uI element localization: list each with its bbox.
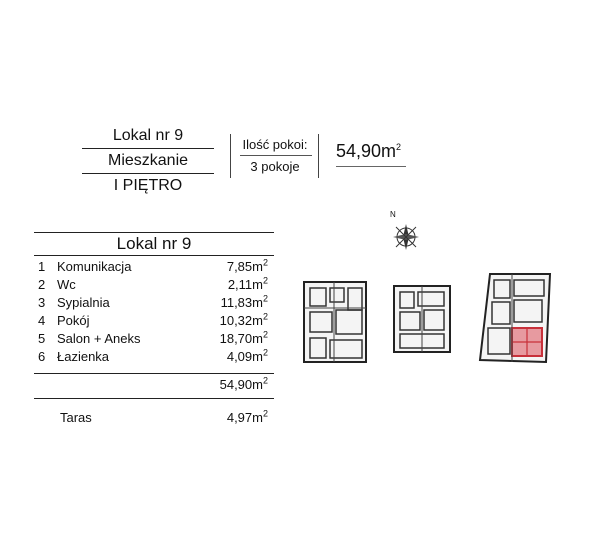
room-name: Wc xyxy=(57,277,76,292)
divider xyxy=(82,173,214,174)
room-number: 6 xyxy=(38,349,46,364)
total-area-value: 54,90m xyxy=(336,141,397,161)
floor-plan-building-1 xyxy=(300,280,372,364)
room-name: Salon + Aneks xyxy=(57,331,141,346)
divider xyxy=(240,155,312,156)
area-unit: 2 xyxy=(396,142,402,152)
room-name: Łazienka xyxy=(57,349,110,364)
floor-label: I PIĘTRO xyxy=(113,177,183,194)
room-row xyxy=(38,295,272,313)
divider xyxy=(82,148,214,149)
room-row xyxy=(38,259,272,277)
room-number: 2 xyxy=(38,277,46,292)
table-total-area: $54,90m^2$ xyxy=(219,375,268,392)
room-row xyxy=(38,349,272,367)
lokal-title: Lokal nr 9 xyxy=(112,127,184,144)
table-top-rule xyxy=(34,232,274,233)
terrace-area: $4,97m^2$ xyxy=(226,408,268,425)
apartment-type: Mieszkanie xyxy=(107,152,189,169)
rooms-count-value: 3 pokoje xyxy=(250,159,300,174)
room-name: Pokój xyxy=(57,313,90,328)
table-total-rule xyxy=(34,373,274,374)
separator xyxy=(230,134,231,178)
total-area-header xyxy=(336,141,401,162)
room-area: $4,09m^2$ xyxy=(226,347,268,364)
room-area: $7,85m^2$ xyxy=(226,257,268,274)
compass-icon xyxy=(384,210,430,260)
room-area: $2,11m^2$ xyxy=(227,275,268,292)
room-area: $11,83m^2$ xyxy=(220,293,268,310)
room-name: Sypialnia xyxy=(57,295,110,310)
compass xyxy=(384,210,430,260)
room-number: 5 xyxy=(38,331,46,346)
terrace-label: Taras xyxy=(60,410,92,425)
table-title: Lokal nr 9 xyxy=(116,234,192,253)
room-row xyxy=(38,331,272,349)
compass-north-label: N xyxy=(390,210,396,219)
room-row xyxy=(38,313,272,331)
floor-plan-building-3 xyxy=(476,270,556,366)
table-terrace-rule xyxy=(34,398,274,399)
floor-plan-building-2 xyxy=(388,282,458,356)
divider xyxy=(336,166,406,167)
room-area: $10,32m^2$ xyxy=(219,311,268,328)
room-area: $18,70m^2$ xyxy=(219,329,268,346)
room-number: 4 xyxy=(38,313,46,328)
table-header-rule xyxy=(34,255,274,256)
room-row xyxy=(38,277,272,295)
room-number: 3 xyxy=(38,295,46,310)
separator xyxy=(318,134,319,178)
rooms-count-label: Ilość pokoi: xyxy=(242,137,308,152)
room-number: 1 xyxy=(38,259,46,274)
room-name: Komunikacja xyxy=(57,259,132,274)
